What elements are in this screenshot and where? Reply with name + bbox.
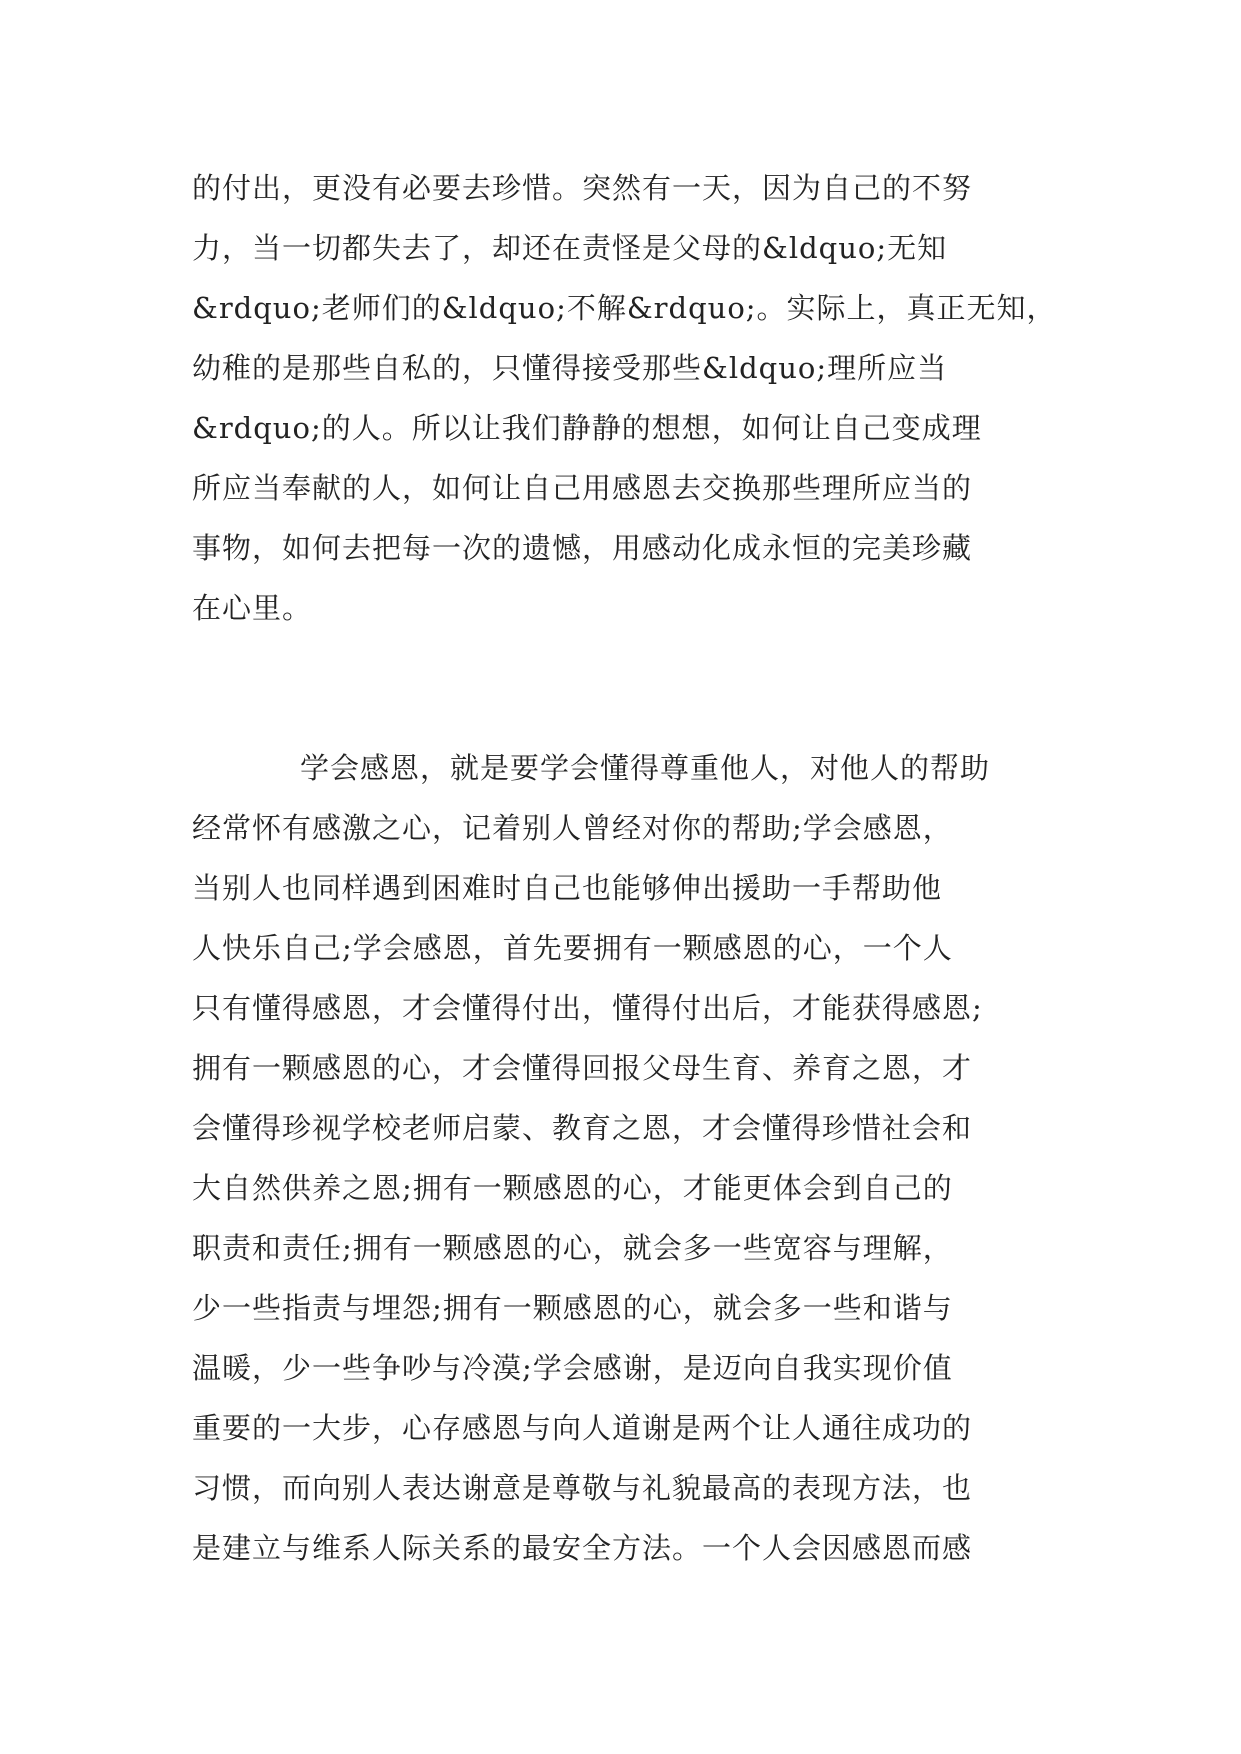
paragraph-1-line-1: 的付出，更没有必要去珍惜。突然有一天，因为自己的不努 (192, 171, 973, 205)
paragraph-2-line-7: 会懂得珍视学校老师启蒙、教育之恩，才会懂得珍惜社会和 (192, 1111, 973, 1145)
paragraph-1-line-8: 在心里。 (192, 591, 313, 625)
paragraph-2-line-4: 人快乐自己;学会感恩，首先要拥有一颗感恩的心，一个人 (192, 931, 953, 965)
paragraph-2-line-13: 习惯，而向别人表达谢意是尊敬与礼貌最高的表现方法，也 (192, 1471, 973, 1505)
paragraph-2-line-5: 只有懂得感恩，才会懂得付出，懂得付出后，才能获得感恩; (192, 991, 983, 1025)
paragraph-1-line-7: 事物，如何去把每一次的遗憾，用感动化成永恒的完美珍藏 (192, 531, 973, 565)
paragraph-2-line-1: 学会感恩，就是要学会懂得尊重他人，对他人的帮助 (300, 751, 991, 785)
paragraph-2-line-14: 是建立与维系人际关系的最安全方法。一个人会因感恩而感 (192, 1531, 973, 1565)
paragraph-2-line-11: 温暖，少一些争吵与冷漠;学会感谢，是迈向自我实现价值 (192, 1351, 953, 1385)
paragraph-2-line-9: 职责和责任;拥有一颗感恩的心，就会多一些宽容与理解， (192, 1231, 953, 1265)
paragraph-2-line-6: 拥有一颗感恩的心，才会懂得回报父母生育、养育之恩，才 (192, 1051, 973, 1085)
paragraph-2-line-2: 经常怀有感激之心，记着别人曾经对你的帮助;学会感恩， (192, 811, 953, 845)
paragraph-1-line-5: &rdquo;的人。所以让我们静静的想想，如何让自己变成理 (192, 411, 982, 445)
paragraph-1-line-4: 幼稚的是那些自私的，只懂得接受那些&ldquo;理所应当 (192, 351, 948, 385)
paragraph-2-line-3: 当别人也同样遇到困难时自己也能够伸出援助一手帮助他 (192, 871, 943, 905)
paragraph-2-line-12: 重要的一大步，心存感恩与向人道谢是两个让人通往成功的 (192, 1411, 973, 1445)
paragraph-1-line-2: 力，当一切都失去了，却还在责怪是父母的&ldquo;无知 (192, 231, 948, 265)
paragraph-1-line-3: &rdquo;老师们的&ldquo;不解&rdquo;。实际上，真正无知， (192, 291, 1057, 325)
paragraph-1-line-6: 所应当奉献的人，如何让自己用感恩去交换那些理所应当的 (192, 471, 973, 505)
paragraph-2-line-10: 少一些指责与埋怨;拥有一颗感恩的心，就会多一些和谐与 (192, 1291, 953, 1325)
paragraph-2-line-8: 大自然供养之恩;拥有一颗感恩的心，才能更体会到自己的 (192, 1171, 953, 1205)
